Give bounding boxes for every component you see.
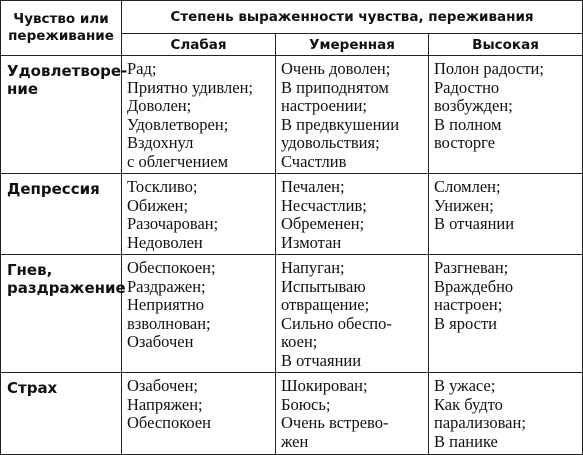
table-row bbox=[1, 255, 583, 373]
cell-entry: Печален; bbox=[281, 177, 345, 196]
level-header-high: Высокая bbox=[429, 34, 583, 56]
cell-entry: Обеспокоен; bbox=[127, 258, 216, 277]
table-row bbox=[1, 174, 583, 255]
cell-entry: Радостно bbox=[434, 77, 500, 97]
row-label bbox=[1, 174, 122, 255]
row-label bbox=[1, 373, 122, 455]
cell-entry: возбужден; bbox=[434, 96, 513, 115]
cell-entry: Обременен; bbox=[281, 214, 365, 233]
cell-entry: В ярости bbox=[434, 313, 497, 333]
level-header-weak: Слабая bbox=[122, 34, 276, 56]
feeling-column-header: Чувство или переживание bbox=[1, 1, 122, 56]
table-body bbox=[1, 56, 583, 455]
cell-entry: Унижен; bbox=[434, 195, 494, 215]
cell-entry: с облегчением bbox=[127, 151, 229, 171]
cell-entry: Разочарован; bbox=[127, 214, 219, 233]
cell-entry: Недоволен bbox=[127, 232, 203, 252]
cell-high bbox=[429, 56, 583, 174]
level-header-moderate: Умеренная bbox=[276, 34, 429, 56]
cell-entry: Обижен; bbox=[127, 195, 189, 215]
cell-entry: Измотан bbox=[281, 232, 342, 252]
row-label-text: Депрессия bbox=[7, 180, 100, 198]
cell-entry: Враждебно bbox=[434, 276, 514, 296]
cell-moderate bbox=[276, 255, 429, 373]
cell-entry: Как будто bbox=[434, 394, 503, 414]
cell-entry: Доволен; bbox=[127, 96, 192, 115]
cell-weak bbox=[122, 255, 276, 373]
cell-entry: жен bbox=[281, 431, 309, 451]
row-label-text: Страх bbox=[7, 379, 58, 397]
cell-entry: Счастлив bbox=[281, 151, 347, 171]
cell-high bbox=[429, 373, 583, 455]
cell-entry: Испытываю bbox=[281, 276, 366, 296]
cell-entry: В приподнятом bbox=[281, 77, 389, 97]
cell-entry: Рад; bbox=[127, 59, 157, 78]
cell-entry: В полном bbox=[434, 114, 502, 134]
row-label-text: Удовлетворе- ние bbox=[7, 62, 128, 98]
cell-entry: парализован; bbox=[434, 413, 526, 432]
cell-high bbox=[429, 255, 583, 373]
cell-entry: взволнован; bbox=[127, 313, 211, 333]
cell-entry: В отчаянии bbox=[434, 214, 515, 233]
row-label bbox=[1, 255, 126, 373]
cell-moderate bbox=[276, 56, 429, 174]
cell-entry: Раздражен; bbox=[127, 276, 206, 296]
cell-entry: Несчастлив; bbox=[281, 195, 367, 215]
cell-entry: Разгневан; bbox=[434, 258, 509, 277]
table-row bbox=[1, 56, 583, 174]
cell-entry: Очень встрево- bbox=[281, 413, 389, 432]
cell-weak bbox=[122, 174, 276, 255]
cell-entry: Сломлен; bbox=[434, 177, 501, 196]
cell-entry: Шокирован; bbox=[281, 376, 368, 395]
cell-entry: Очень доволен; bbox=[281, 59, 391, 78]
cell-entry: Полон радости; bbox=[434, 59, 544, 78]
cell-entry: Неприятно bbox=[127, 295, 205, 314]
cell-moderate bbox=[276, 373, 429, 455]
cell-entry: Озабочен; bbox=[127, 376, 199, 395]
cell-high bbox=[429, 174, 583, 255]
row-label bbox=[1, 56, 128, 174]
cell-entry: отвращение; bbox=[281, 295, 370, 314]
row-label-text: Гнев, раздражение bbox=[7, 261, 126, 297]
cell-entry: Боюсь; bbox=[281, 394, 331, 414]
cell-entry: удовольствия; bbox=[281, 133, 380, 152]
cell-moderate bbox=[276, 174, 429, 255]
degree-column-header: Степень выраженности чувства, переживания bbox=[122, 1, 583, 34]
cell-entry: настроен; bbox=[434, 295, 503, 314]
cell-weak bbox=[122, 56, 276, 174]
cell-entry: В ужасе; bbox=[434, 376, 496, 395]
cell-entry: восторге bbox=[434, 133, 496, 152]
cell-entry: Удовлетворен; bbox=[127, 114, 229, 134]
cell-entry: коен; bbox=[281, 332, 318, 351]
cell-entry: Приятно удивлен; bbox=[127, 77, 253, 97]
table-row bbox=[1, 373, 583, 455]
cell-entry: В предвкушении bbox=[281, 114, 400, 134]
cell-entry: Обеспокоен bbox=[127, 413, 212, 432]
cell-entry: настроении; bbox=[281, 96, 367, 115]
cell-entry: Тоскливо; bbox=[127, 177, 198, 196]
cell-entry: В панике bbox=[434, 431, 498, 451]
cell-entry: В отчаянии bbox=[281, 350, 362, 370]
cell-entry: Сильно обеспо- bbox=[281, 313, 392, 333]
cell-weak bbox=[122, 373, 276, 455]
cell-entry: Озабочен bbox=[127, 332, 194, 351]
cell-entry: Напуган; bbox=[281, 258, 345, 277]
cell-entry: Напряжен; bbox=[127, 394, 203, 414]
cell-entry: Вздохнул bbox=[127, 133, 194, 152]
